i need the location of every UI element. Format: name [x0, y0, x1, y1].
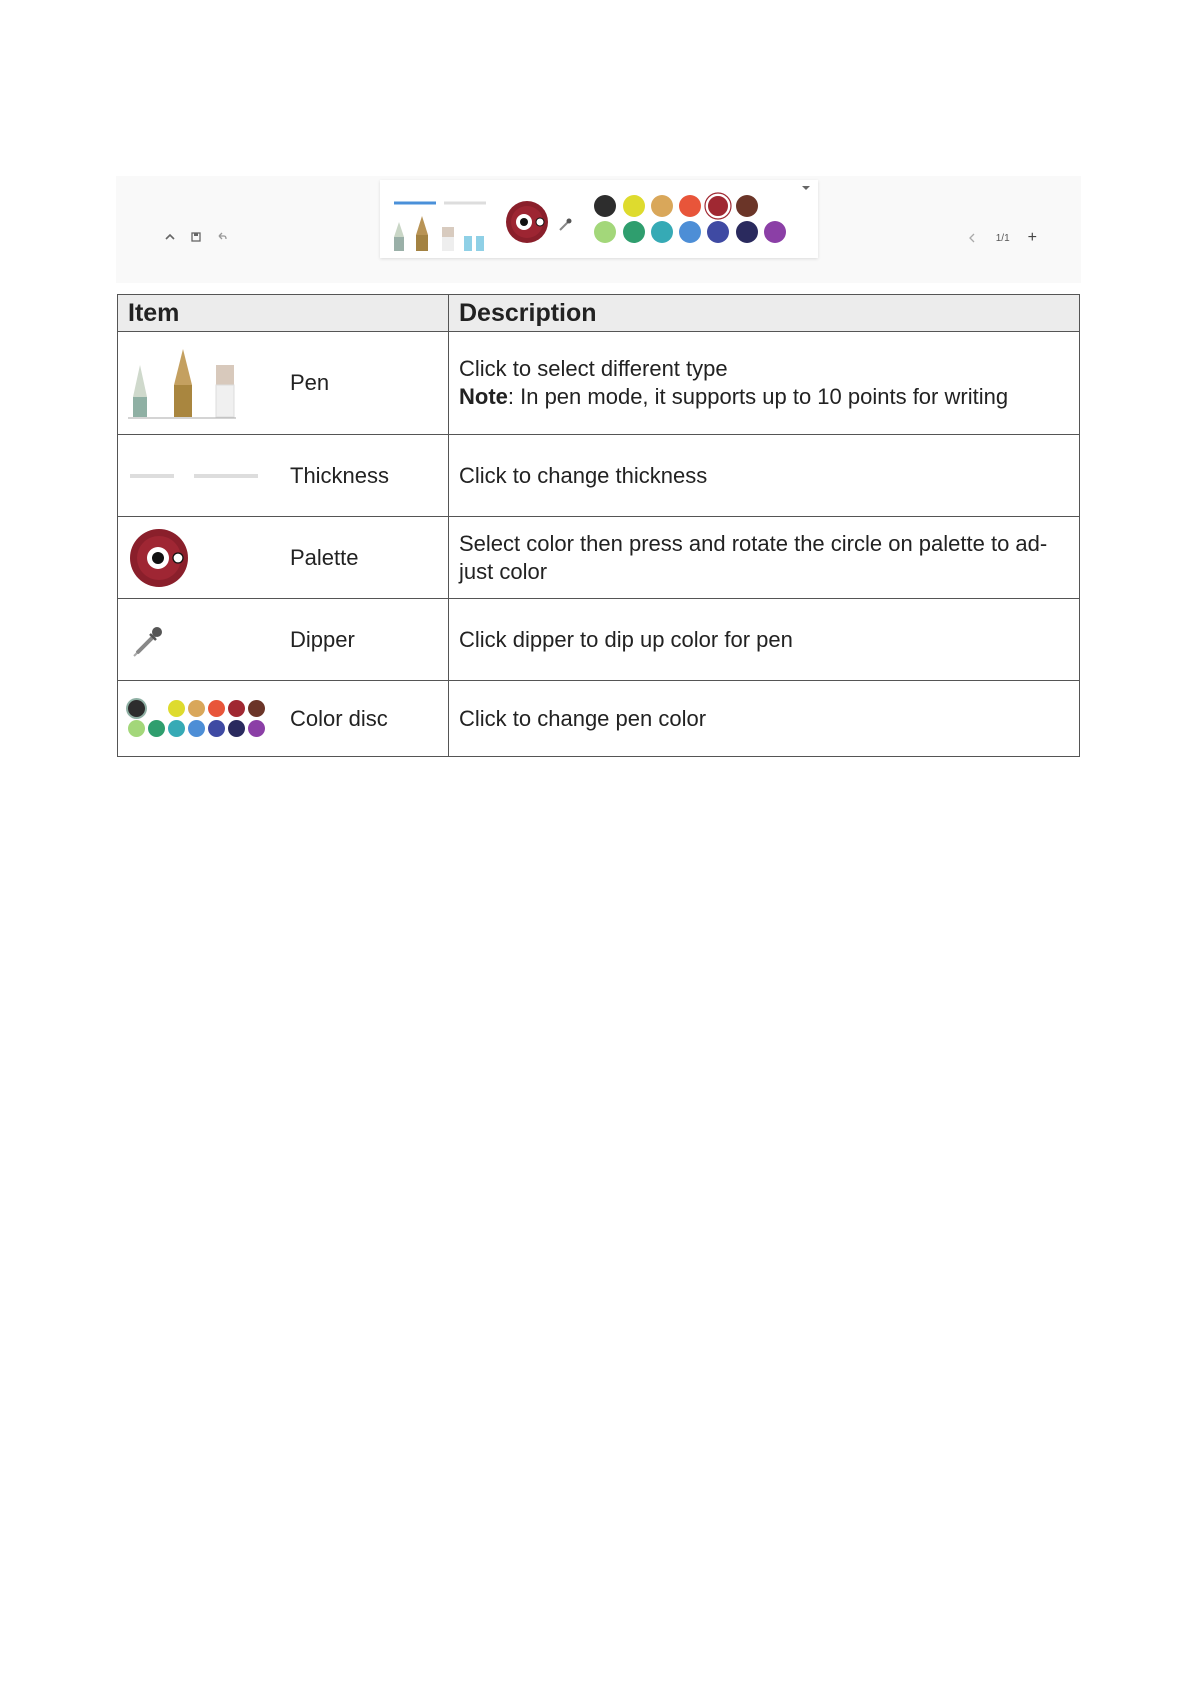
palette-icon [118, 527, 288, 589]
toolbar-right-group [966, 229, 1037, 247]
color-disc-icon [118, 700, 288, 737]
table-row [118, 681, 1080, 757]
color-dot [651, 221, 673, 243]
color-disc [594, 193, 786, 243]
header-description: Description [449, 295, 1080, 332]
thickness-icon [118, 471, 288, 481]
feature-description-table [117, 294, 1080, 757]
item-label: Thickness [290, 462, 390, 488]
chevron-up-icon[interactable] [164, 231, 176, 243]
color-dot [594, 221, 616, 243]
add-page-icon[interactable]: + [1027, 229, 1037, 246]
description-text: Click to change pen color [449, 681, 1080, 757]
color-dot-spacer [148, 700, 165, 717]
table-row [118, 599, 1080, 681]
table-header-row [118, 295, 1080, 332]
palette-icon [506, 201, 548, 243]
description-note [459, 383, 1069, 411]
pen-settings-panel [380, 180, 818, 258]
color-dot [188, 720, 205, 737]
chevron-left-icon[interactable] [966, 232, 978, 244]
color-dot [188, 700, 205, 717]
color-dot [208, 720, 225, 737]
note-text: : In pen mode, it supports up to 10 points for writing [507, 384, 1009, 409]
color-dot [679, 195, 701, 217]
item-label: Pen [290, 370, 330, 395]
color-dot [623, 221, 645, 243]
toolbar-left-group [164, 231, 228, 243]
pen-settings-graphic [380, 180, 818, 258]
dipper-icon [560, 219, 572, 231]
color-dot [148, 720, 165, 737]
highlighter-icon [464, 236, 484, 251]
item-label: Color disc [290, 705, 388, 731]
note-label: Note [459, 384, 508, 409]
description-text: Click dipper to dip up color for pen [449, 599, 1080, 681]
color-dot [208, 700, 225, 717]
color-dot [168, 700, 185, 717]
color-dot [228, 720, 245, 737]
whiteboard-toolbar [116, 176, 1081, 283]
item-label: Palette [290, 544, 359, 570]
undo-icon[interactable] [216, 231, 228, 243]
save-icon[interactable] [190, 231, 202, 243]
header-item: Item [118, 295, 449, 332]
color-dot [623, 195, 645, 217]
page-indicator: 1/1 [995, 232, 1010, 244]
table-row [118, 332, 1080, 435]
description-text: Select color then press and rotate the circle on palette to ad-just color [449, 517, 1080, 599]
pencil-icon [394, 222, 404, 251]
eraser-pen-icon [442, 227, 454, 251]
description-text: Click to select different type [459, 356, 728, 381]
color-dot [594, 195, 616, 217]
color-dot [736, 195, 758, 217]
color-dot-selected [707, 195, 729, 217]
color-dot [168, 720, 185, 737]
panel-collapse-icon[interactable] [802, 186, 810, 190]
color-dot [128, 700, 145, 717]
color-dot [228, 700, 245, 717]
dipper-icon [118, 620, 288, 660]
color-dot [248, 700, 265, 717]
color-dot [128, 720, 145, 737]
color-dot [248, 720, 265, 737]
color-dot [707, 221, 729, 243]
table-row [118, 517, 1080, 599]
marker-icon [416, 216, 428, 251]
color-dot [764, 221, 786, 243]
pen-types-icon [118, 347, 288, 419]
color-dot [651, 195, 673, 217]
description-text: Click to change thickness [449, 435, 1080, 517]
table-row [118, 435, 1080, 517]
item-label: Dipper [290, 626, 355, 652]
color-dot [736, 221, 758, 243]
color-dot [679, 221, 701, 243]
